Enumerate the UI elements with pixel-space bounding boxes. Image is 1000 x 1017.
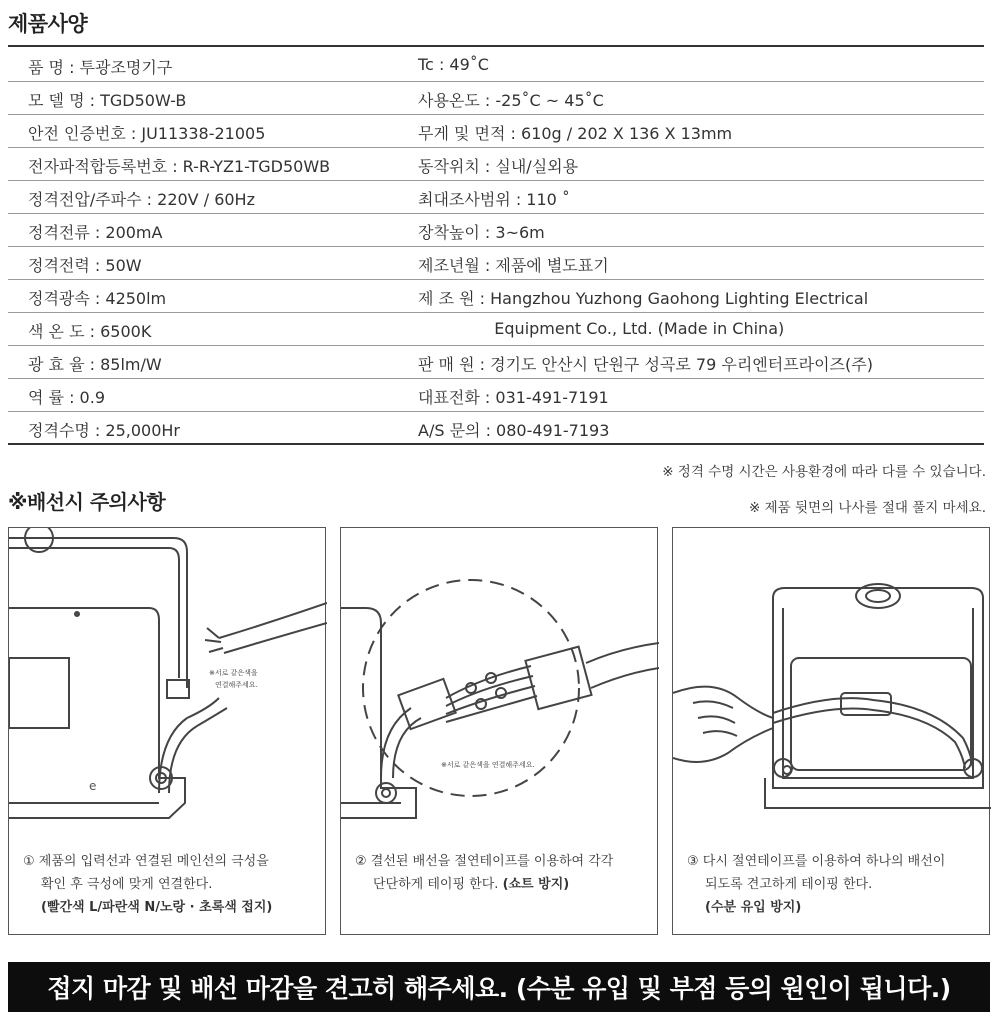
spec-right-cell: A/S 문의 : 080-491-7193 bbox=[418, 421, 610, 440]
step-3-line-3: (수분 유입 방지) bbox=[705, 900, 802, 915]
step-2-illustration bbox=[341, 528, 659, 848]
step-3-illustration bbox=[673, 528, 991, 848]
spec-row bbox=[8, 115, 984, 148]
spec-row bbox=[8, 82, 984, 115]
spec-right-cell: 동작위치 : 실내/실외용 bbox=[418, 157, 579, 176]
spec-right-cell: 사용온도 : -25˚C ~ 45˚C bbox=[418, 91, 604, 110]
spec-left-cell: 정격수명 : 25,000Hr bbox=[28, 421, 180, 440]
wiring-step-1-panel bbox=[8, 527, 326, 935]
svg-text:e: e bbox=[89, 779, 97, 793]
spec-left-cell: 정격전류 : 200mA bbox=[28, 223, 163, 242]
caution-title: ※배선시 주의사항 bbox=[8, 490, 166, 514]
spec-row bbox=[8, 148, 984, 181]
spec-left-cell: 정격전력 : 50W bbox=[28, 256, 142, 275]
spec-row bbox=[8, 379, 984, 412]
step-2-caption bbox=[355, 850, 613, 896]
step-1-line-3: (빨간색 L/파란색 N/노랑 · 초록색 접지) bbox=[41, 900, 273, 915]
footer-warning-bar bbox=[8, 962, 990, 1012]
step-2-line-2: 단단하게 테이핑 한다. bbox=[373, 877, 499, 892]
spec-left-cell: 안전 인증번호 : JU11338-21005 bbox=[28, 124, 266, 143]
spec-row bbox=[8, 346, 984, 379]
spec-right-cell: 무게 및 면적 : 610g / 202 X 136 X 13mm bbox=[418, 124, 733, 143]
spec-right-cell: 판 매 원 : 경기도 안산시 단원구 성곡로 79 우리엔터프라이즈(주) bbox=[418, 355, 873, 374]
spec-row bbox=[8, 247, 984, 280]
spec-row bbox=[8, 49, 984, 82]
spec-left-cell: 정격광속 : 4250lm bbox=[28, 289, 167, 308]
spec-left-cell: 정격전압/주파수 : 220V / 60Hz bbox=[28, 190, 255, 209]
step-2-color-hint: ※서로 같은색을 연결해주세요. bbox=[441, 761, 535, 769]
spec-left-cell: 역 률 : 0.9 bbox=[28, 388, 106, 407]
spec-left-cell: 색 온 도 : 6500K bbox=[28, 322, 152, 341]
step-2-line-1: ② 결선된 배선을 절연테이프를 이용하여 각각 bbox=[355, 854, 614, 869]
step-3-caption bbox=[687, 850, 945, 919]
spec-row bbox=[8, 181, 984, 214]
spec-left-cell: 품 명 : 투광조명기구 bbox=[28, 58, 173, 77]
spec-right-cell: Equipment Co., Ltd. (Made in China) bbox=[418, 319, 785, 338]
step-1-line-1: ① 제품의 입력선과 연결된 메인선의 극성을 bbox=[23, 854, 269, 869]
step-1-color-hint-1: ※서로 같은색을 bbox=[209, 669, 258, 677]
wiring-step-3-panel bbox=[672, 527, 990, 935]
step-3-line-1: ③ 다시 절연테이프를 이용하여 하나의 배선이 bbox=[687, 854, 946, 869]
screw-note: ※ 제품 뒷면의 나사를 절대 풀지 마세요. bbox=[749, 500, 986, 516]
step-2-line-2-bold: (쇼트 방지) bbox=[502, 877, 570, 892]
step-1-line-2: 확인 후 극성에 맞게 연결한다. bbox=[41, 877, 213, 892]
spec-left-cell: 광 효 율 : 85lm/W bbox=[28, 355, 162, 374]
spec-row bbox=[8, 214, 984, 247]
spec-title: 제품사양 bbox=[8, 12, 88, 36]
spec-right-cell: 제조년월 : 제품에 별도표기 bbox=[418, 256, 609, 275]
step-1-caption bbox=[23, 850, 272, 919]
step-1-illustration bbox=[9, 528, 327, 848]
spec-left-cell: 전자파적합등록번호 : R-R-YZ1-TGD50WB bbox=[28, 157, 331, 176]
step-3-line-2: 되도록 견고하게 테이핑 한다. bbox=[705, 877, 873, 892]
spec-row bbox=[8, 313, 984, 346]
spec-row bbox=[8, 280, 984, 313]
spec-right-cell: 제 조 원 : Hangzhou Yuzhong Gaohong Lighting Electrical bbox=[418, 289, 869, 308]
spec-left-cell: 모 델 명 : TGD50W-B bbox=[28, 91, 187, 110]
footer-warning-text: 접지 마감 및 배선 마감을 견고히 해주세요. (수분 유입 및 부점 등의 원인이 됩니다.) bbox=[47, 974, 951, 1003]
spec-right-cell: Tc : 49˚C bbox=[418, 55, 489, 74]
wiring-step-2-panel bbox=[340, 527, 658, 935]
spec-right-cell: 최대조사범위 : 110 ˚ bbox=[418, 190, 570, 209]
spec-right-cell: 장착높이 : 3~6m bbox=[418, 223, 545, 242]
step-1-color-hint-2: 연결해주세요. bbox=[215, 681, 258, 689]
lifetime-note: ※ 정격 수명 시간은 사용환경에 따라 다를 수 있습니다. bbox=[662, 464, 986, 480]
spec-right-cell: 대표전화 : 031-491-7191 bbox=[418, 388, 609, 407]
spec-top-rule bbox=[8, 45, 984, 47]
spec-row bbox=[8, 412, 984, 445]
